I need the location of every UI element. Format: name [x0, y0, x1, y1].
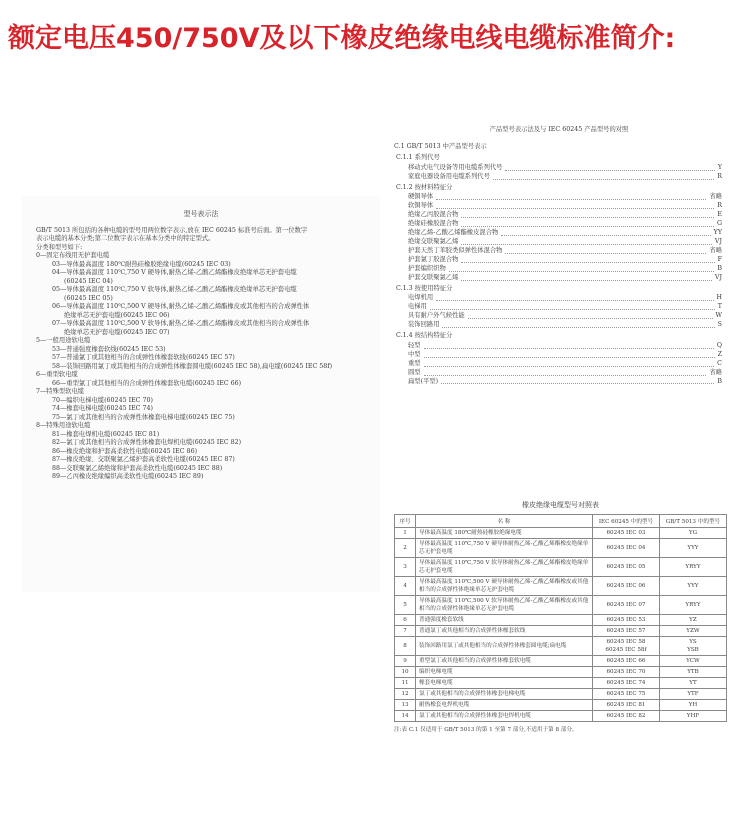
code-value: YY: [713, 229, 722, 237]
code-row: [408, 274, 722, 283]
classification-line: 82—氯丁或其他相当的合成弹性体橡套电焊机电缆(60245 IEC 82): [52, 439, 242, 446]
left-document-page: [22, 196, 380, 592]
table-cell-name: 导体最高温度 180℃耐热硅橡胶绝缘电缆: [416, 528, 593, 539]
code-group-title: C.1.4 按结构特征分: [396, 332, 453, 340]
code-value: VJ: [714, 237, 722, 245]
code-label: 重型: [408, 359, 421, 367]
leader-dots: [505, 247, 706, 254]
table-row: [395, 539, 727, 558]
table-row: [395, 528, 727, 539]
table-cell-gb: YHF: [659, 711, 726, 722]
table-cell-gb: YRYY: [659, 558, 726, 577]
table-cell-n: 10: [395, 667, 416, 678]
table-cell-gb: YS YSB: [659, 637, 726, 656]
leader-dots: [430, 303, 715, 310]
table-cell-name: 导体最高温度 110℃,500 V 硬导体耐热乙烯-乙酸乙烯酯橡皮或其他相当的合成弹性体绝缘单芯无护套电缆: [416, 577, 593, 596]
classification-line: (60245 IEC 04): [64, 277, 113, 285]
classification-line: 5—一般用途软电缆: [36, 337, 91, 344]
table-row: [395, 615, 727, 626]
classification-line: 绝缘单芯无护套电缆(60245 IEC 06): [64, 311, 170, 319]
table-cell-n: 1: [395, 528, 416, 539]
code-group-title: C.1.1 系列代号: [396, 153, 440, 161]
classification-line: 58—装饰回路用氯丁或其他相当的合成弹性体橡套圆电缆(60245 IEC 58),扁电缆(60245 IEC 58f): [52, 362, 333, 370]
code-row: [408, 193, 722, 202]
code-value: F: [717, 255, 722, 263]
header-cell: GB/T 5013 中的型号: [659, 515, 726, 528]
left-page-intro: [36, 227, 372, 253]
intro-line: 分类和型号如下:: [36, 243, 83, 251]
header-cell: IEC 60245 中的型号: [593, 515, 660, 528]
header-cell: 序号: [395, 515, 416, 528]
code-label: 护套编织织物: [408, 264, 446, 272]
code-groups: [390, 154, 728, 387]
leader-dots: [493, 173, 714, 180]
classification-line: 6—重型软电缆: [36, 371, 78, 378]
code-label: 装饰回路用: [408, 321, 440, 329]
table-cell-n: 8: [395, 637, 416, 656]
code-value: Y: [717, 163, 722, 171]
code-value: R: [717, 202, 722, 210]
table-cell-gb: YG: [659, 528, 726, 539]
code-value: E: [717, 211, 722, 219]
table-cell-n: 7: [395, 626, 416, 637]
table-cell-iec: 60245 IEC 66: [593, 656, 660, 667]
leader-dots: [436, 193, 706, 200]
table-cell-n: 2: [395, 539, 416, 558]
code-label: 中型: [408, 350, 421, 358]
leader-dots: [461, 211, 714, 218]
code-label: 圆型: [408, 368, 421, 376]
table-cell-name: 橡套电梯电缆: [416, 678, 593, 689]
code-label: 绝缘硅橡胶混合物: [408, 220, 459, 228]
code-label: 电焊机用: [408, 294, 434, 302]
code-value: 省略: [709, 246, 722, 254]
code-group-title: C.1.3 按使用特征分: [396, 284, 453, 292]
table-row: [395, 689, 727, 700]
table-cell-name: 导体最高温度 110℃,750 V 软导体耐热乙烯-乙酸乙烯酯橡皮绝缘单芯无护套电缆: [416, 558, 593, 577]
table-cell-gb: YZW: [659, 626, 726, 637]
code-row: [408, 229, 722, 238]
table-cell-name: 普通氯丁或其他相当的合成弹性体橡套软线: [416, 626, 593, 637]
table-cell-n: 11: [395, 678, 416, 689]
table-cell-n: 3: [395, 558, 416, 577]
code-row: [408, 247, 722, 256]
classification-line: 03—导体最高温度 180℃耐热硅橡胶绝缘电缆(60245 IEC 03): [52, 260, 231, 268]
code-row: [408, 351, 722, 360]
table-cell-name: 装饰回路用氯丁或其他相当的合成弹性体橡套圆电缆;扁电缆: [416, 637, 593, 656]
table-cell-name: 氯丁或其他相当的合成弹性体橡套电焊机电缆: [416, 711, 593, 722]
table-cell-iec: 60245 IEC 05: [593, 558, 660, 577]
table-row: [395, 558, 727, 577]
table-cell-n: 9: [395, 656, 416, 667]
code-label: 家庭电器设备用电缆系列代号: [408, 172, 490, 180]
code-value: H: [716, 294, 722, 302]
leader-dots: [461, 256, 714, 263]
code-label: 护套天然丁苯胶类似弹性体混合物: [408, 246, 503, 254]
classification-line: 53—普通强度橡套软线(60245 IEC 53): [52, 345, 166, 353]
code-value: G: [716, 220, 722, 228]
comparison-table: [394, 514, 727, 722]
leader-dots: [501, 229, 710, 236]
code-row: [408, 312, 722, 321]
leader-dots: [468, 312, 713, 319]
code-value: VJ: [714, 273, 722, 281]
table-title: 橡皮绝缘电缆型号对照表: [522, 501, 599, 509]
code-value: S: [717, 321, 722, 329]
code-row: [408, 360, 722, 369]
classification-line: 绝缘单芯无护套电缆(60245 IEC 07): [64, 328, 170, 336]
leader-dots: [436, 202, 714, 209]
code-group-title: C.1.2 按材料特征分: [396, 183, 453, 191]
code-row: [408, 238, 722, 247]
leader-dots: [461, 238, 712, 245]
code-label: 具有耐户外气候性能: [408, 312, 465, 320]
classification-line: 74—橡套电梯电缆(60245 IEC 74): [52, 405, 153, 412]
table-cell-gb: YZ: [659, 615, 726, 626]
code-row: [408, 265, 722, 274]
table-cell-name: 氯丁或其他相当的合成弹性体橡套电梯电缆: [416, 689, 593, 700]
table-cell-gb: YYY: [659, 577, 726, 596]
code-label: 硬铜导体: [408, 193, 434, 201]
leader-dots: [442, 321, 714, 328]
classification-line: 70—编织电梯电缆(60245 IEC 70): [52, 396, 153, 404]
code-row: [408, 220, 722, 229]
code-value: W: [715, 312, 722, 320]
classification-line: 57—普通氯丁或其他相当的合成弹性体橡套软线(60245 IEC 57): [52, 354, 235, 361]
classification-line: 7—特殊型软电缆: [36, 388, 85, 395]
table-cell-n: 14: [395, 711, 416, 722]
table-cell-iec: 60245 IEC 70: [593, 667, 660, 678]
table-cell-iec: 60245 IEC 81: [593, 700, 660, 711]
header-cell: 名 称: [416, 515, 593, 528]
intro-line: GB/T 5013 所包括的各种电缆的型号用两位数字表示,放在 IEC 60245 标准号后面。第一位数字: [36, 226, 308, 234]
code-label: 护套交联聚氯乙烯: [408, 273, 459, 281]
code-row: [408, 211, 722, 220]
code-row: [408, 173, 722, 182]
table-row: [395, 637, 727, 656]
code-value: B: [717, 264, 722, 272]
table-cell-n: 4: [395, 577, 416, 596]
table-row: [395, 656, 727, 667]
table-row: [395, 626, 727, 637]
table-cell-name: 编织电梯电缆: [416, 667, 593, 678]
classification-line: 07—导体最高温度 110℃,500 V 软导体,耐热乙烯-乙酸乙烯酯橡皮或其他相当的合成弹性体: [52, 320, 310, 327]
leader-dots: [424, 360, 715, 367]
classification-line: 06—导体最高温度 110℃,500 V 硬导体,耐热乙烯-乙酸乙烯酯橡皮或其他相当的合成弹性体: [52, 303, 310, 310]
table-cell-name: 导体最高温度 110℃,500 V 软导体耐热乙烯-乙酸乙烯酯橡皮或其他相当的合成弹性体绝缘单芯无护套电缆: [416, 596, 593, 615]
classification-line: 88—交联聚氯乙烯绝缘和护套高柔软性电缆(60245 IEC 88): [52, 464, 223, 472]
table-row: [395, 577, 727, 596]
table-cell-name: 普通强度橡套软线: [416, 615, 593, 626]
table-cell-n: 12: [395, 689, 416, 700]
code-value: C: [717, 359, 722, 367]
table-cell-gb: YT: [659, 678, 726, 689]
classification-line: 89—乙丙橡皮绝缘编织高柔软性电缆(60245 IEC 89): [52, 473, 204, 480]
intro-line: 表示电缆的基本分类;第二位数字表示在基本分类中的特定型式。: [36, 235, 215, 242]
table-row: [395, 700, 727, 711]
code-value: Q: [716, 341, 722, 349]
leader-dots: [505, 164, 714, 171]
table-cell-iec: 60245 IEC 04: [593, 539, 660, 558]
table-note: 注:表 C.1 仅适用于 GB/T 5013 的第 1 至第 7 部分,不适用于第 8 部分。: [394, 727, 578, 733]
code-value: R: [717, 172, 722, 180]
code-row: [408, 303, 722, 312]
code-row: [408, 294, 722, 303]
code-label: 绝缘交联聚氯乙烯: [408, 237, 459, 245]
classification-line: 86—橡皮绝缘和护套高柔软性电缆(60245 IEC 86): [52, 447, 198, 455]
leader-dots: [436, 294, 713, 301]
table-row: [395, 678, 727, 689]
table-cell-iec: 60245 IEC 58 60245 IEC 58f: [593, 637, 660, 656]
table-cell-iec: 60245 IEC 57: [593, 626, 660, 637]
code-value: Z: [717, 350, 722, 358]
table-cell-iec: 60245 IEC 53: [593, 615, 660, 626]
code-label: 电梯用: [408, 303, 427, 311]
table-cell-iec: 60245 IEC 74: [593, 678, 660, 689]
table-cell-gb: YCW: [659, 656, 726, 667]
code-row: [408, 369, 722, 378]
comparison-table-section: [394, 500, 727, 800]
code-label: 绝缘乙丙胶混合物: [408, 211, 459, 219]
code-label: 扁型(平型): [408, 377, 439, 385]
leader-dots: [424, 351, 715, 358]
code-row: [408, 256, 722, 265]
code-label: 软铜导体: [408, 202, 434, 210]
leader-dots: [424, 369, 707, 376]
code-row: [408, 321, 722, 330]
leader-dots: [449, 265, 715, 272]
left-page-title: 型号表示法: [183, 210, 219, 218]
leader-dots: [424, 342, 714, 349]
code-row: [408, 378, 722, 387]
table-cell-iec: 60245 IEC 75: [593, 689, 660, 700]
code-row: [408, 202, 722, 211]
table-cell-gb: YH: [659, 700, 726, 711]
table-cell-n: 5: [395, 596, 416, 615]
leader-dots: [461, 274, 712, 281]
table-cell-iec: 60245 IEC 07: [593, 596, 660, 615]
code-row: [408, 342, 722, 351]
classification-line: 66—重型氯丁或其他相当的合成弹性体橡套软电缆(60245 IEC 66): [52, 379, 242, 387]
table-cell-iec: 60245 IEC 03: [593, 528, 660, 539]
code-label: 绝缘乙烯-乙酸乙烯酯橡皮混合物: [408, 229, 499, 237]
code-value: 省略: [709, 368, 722, 376]
code-value: T: [717, 303, 722, 311]
classification-line: 04—导体最高温度 110℃,750 V 硬导体,耐热乙烯-乙酸乙烯酯橡皮绝缘单芯无护套电缆: [52, 269, 297, 276]
code-label: 轻型: [408, 341, 421, 349]
table-cell-gb: YTB: [659, 667, 726, 678]
leader-dots: [461, 220, 714, 227]
table-cell-name: 导体最高温度 110℃,750 V 硬导体耐热乙烯-乙酸乙烯酯橡皮绝缘单芯无护套电缆: [416, 539, 593, 558]
table-header-row: [395, 515, 727, 528]
classification-line: 0—固定布线用无护套电缆: [36, 252, 110, 259]
classification-line: 75—氯丁或其他相当的合成弹性体橡套电梯电缆(60245 IEC 75): [52, 413, 235, 421]
classification-line: 81—橡套电焊机电缆(60245 IEC 81): [52, 430, 160, 438]
classification-list: [22, 252, 380, 482]
table-cell-iec: 60245 IEC 06: [593, 577, 660, 596]
classification-line: 05—导体最高温度 110℃,750 V 软导体,耐热乙烯-乙酸乙烯酯橡皮绝缘单芯无护套电缆: [52, 286, 297, 293]
code-label: 移动式电气设备等用电缆系列代号: [408, 163, 503, 171]
table-row: [395, 711, 727, 722]
leader-dots: [441, 378, 714, 385]
table-cell-n: 6: [395, 615, 416, 626]
classification-line: 87—橡皮绝缘、交联聚氯乙烯护套高柔软性电缆(60245 IEC 87): [52, 456, 235, 463]
table-cell-gb: YRYY: [659, 596, 726, 615]
table-cell-gb: YTF: [659, 689, 726, 700]
table-row: [395, 667, 727, 678]
right-page-header: 产品型号表示法及与 IEC 60245 产品型号的对照: [489, 126, 629, 133]
table-row: [395, 596, 727, 615]
classification-line: 8—特殊用途软电缆: [36, 422, 91, 429]
code-label: 护套氯丁胶混合物: [408, 255, 459, 263]
code-value: B: [717, 377, 722, 385]
table-cell-name: 重型氯丁或其他相当的合成弹性体橡套软电缆: [416, 656, 593, 667]
right-document-page: [390, 118, 728, 478]
table-cell-name: 耐热橡套电焊机电缆: [416, 700, 593, 711]
table-cell-n: 13: [395, 700, 416, 711]
page-banner-title: 额定电压450/750V及以下橡皮绝缘电线电缆标准简介:: [8, 23, 676, 54]
section-c1-title: C.1 GB/T 5013 中产品型号表示: [394, 142, 487, 150]
code-row: [408, 164, 722, 173]
table-cell-gb: YYY: [659, 539, 726, 558]
classification-line: (60245 IEC 05): [64, 294, 113, 302]
table-cell-iec: 60245 IEC 82: [593, 711, 660, 722]
code-value: 省略: [709, 193, 722, 201]
